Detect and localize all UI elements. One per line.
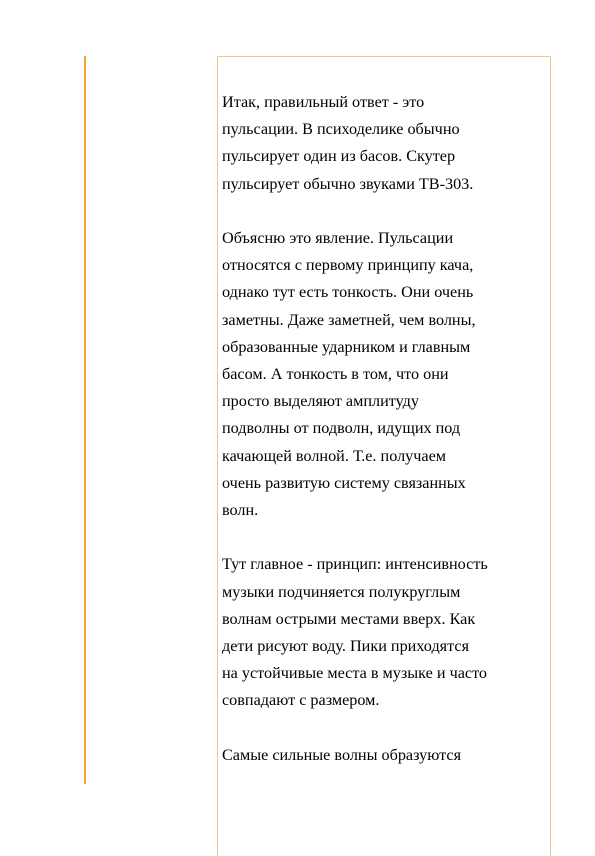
text-line: однако тут есть тонкость. Они очень <box>222 283 474 302</box>
text-line: волн. <box>222 501 259 520</box>
text-line: Тут главное - принцип: интенсивность <box>222 555 488 574</box>
text-column <box>222 89 552 796</box>
text-line: пульсирует обычно звуками ТВ-303. <box>222 174 474 193</box>
text-line: подволны от подволн, идущих под <box>222 419 461 438</box>
text-line: дети рисуют воду. Пики приходятся <box>222 637 470 656</box>
paragraph <box>222 89 552 198</box>
text-line: волнам острыми местами вверх. Как <box>222 609 476 628</box>
text-line: относятся с первому принципу кача, <box>222 256 474 275</box>
text-line: пульсации. В психоделике обычно <box>222 120 460 139</box>
paragraph <box>222 742 552 769</box>
text-line: басом. А тонкость в том, что они <box>222 365 449 384</box>
paragraph <box>222 225 552 524</box>
text-line: совпадают с размером. <box>222 691 380 710</box>
text-line: Итак, правильный ответ - это <box>222 93 425 111</box>
text-line: пульсирует один из басов. Скутер <box>222 147 456 166</box>
text-line: Объясню это явление. Пульсации <box>222 229 454 247</box>
margin-rule <box>84 56 86 784</box>
text-line: качающей волной. Т.е. получаем <box>222 446 446 465</box>
text-line: очень развитую систему связанных <box>222 473 466 492</box>
text-line: музыки подчиняется полукруглым <box>222 582 461 601</box>
paragraph <box>222 551 552 714</box>
text-line: просто выделяют амплитуду <box>222 392 419 411</box>
text-line: на устойчивые места в музыке и часто <box>222 664 488 683</box>
text-line: образованные ударником и главным <box>222 337 471 356</box>
text-line: заметны. Даже заметней, чем волны, <box>222 310 476 329</box>
text-line: Самые сильные волны образуются <box>222 745 462 764</box>
